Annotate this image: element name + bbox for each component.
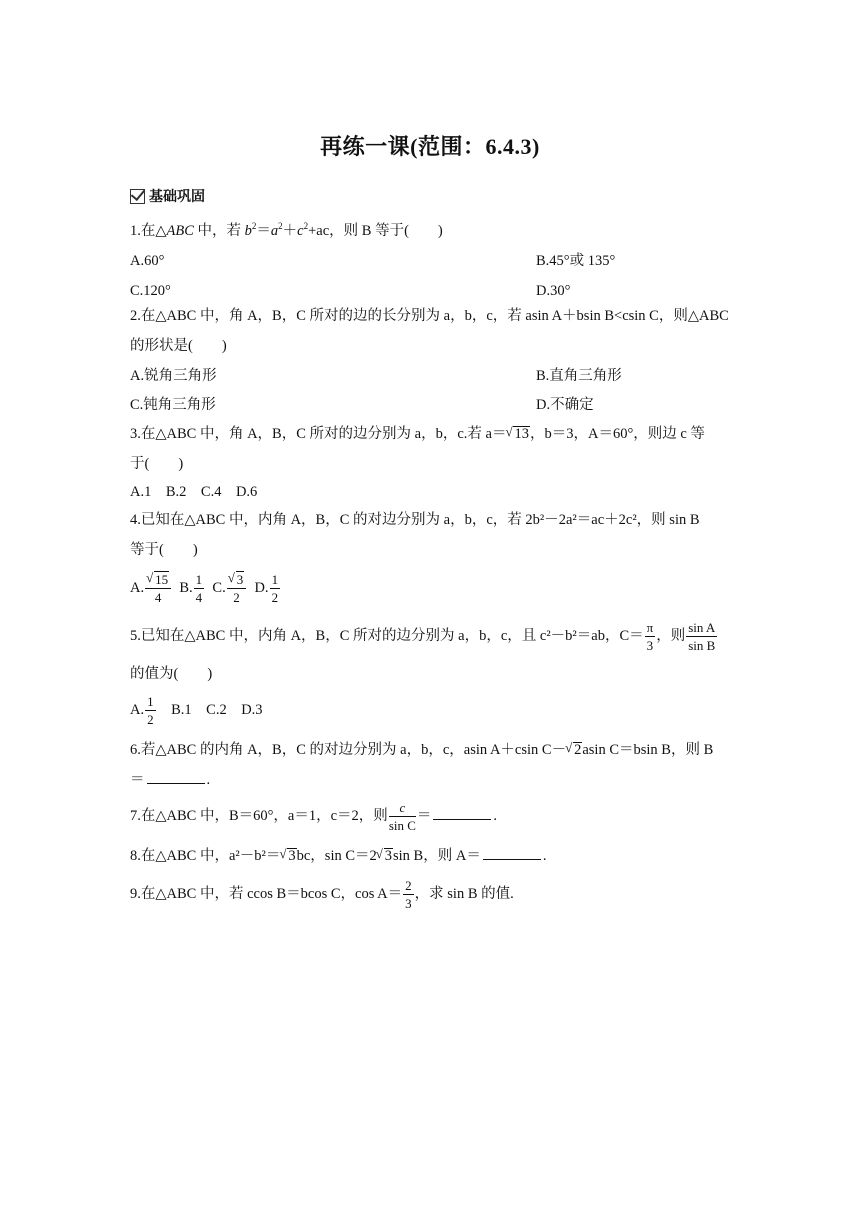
- option-d[interactable]: D.不确定: [536, 397, 594, 413]
- question-4: 4.已知在△ABC 中，内角 A，B，C 的对边分别为 a，b，c，若 2b²－2a²＝ac＋2c²，则 sin B: [130, 512, 700, 528]
- question-6-cont: ＝ .: [130, 772, 211, 788]
- question-3-cont: 于( ): [130, 456, 184, 472]
- question-5: 5.已知在△ABC 中，内角 A，B，C 所对的边分别为 a，b，c，且 c²－b²＝ab，C＝ $\frac{\pi}{3}$ ，则 $\frac{\text{sin A}}{\text{sin B}}$: [130, 620, 716, 654]
- question-3-options: A.1 B.2 C.4 D.6: [130, 484, 258, 500]
- fraction: √ $\frac{15}{4}$: [145, 571, 171, 606]
- fraction: $\frac{1}{2}$: [271, 572, 279, 606]
- fraction: $\frac{\text{sin A}}{\text{sin B}}$: [688, 620, 716, 654]
- checkbox-icon: [130, 189, 145, 204]
- question-4-options: A. √ $\frac{15}{4}$ B. $\frac{1}{4}$ C. √ $\frac{3}{2}$ D. $\frac{1}{2}$: [130, 568, 740, 608]
- option-c[interactable]: C.120°: [130, 283, 171, 299]
- question-5-cont: 的值为( ): [130, 666, 213, 682]
- fraction: $\frac{\pi}{3}$: [646, 620, 654, 654]
- fraction: $\frac{1}{4}$: [195, 572, 203, 606]
- answer-blank[interactable]: [433, 807, 491, 820]
- option-a[interactable]: A.60°: [130, 253, 165, 269]
- fraction: $\frac{1}{2}$: [147, 694, 154, 728]
- answer-blank[interactable]: [483, 847, 541, 860]
- option-b[interactable]: B.45°或 135°: [536, 253, 616, 269]
- sqrt-symbol: √ 13: [506, 424, 530, 444]
- page-title: 再练一课(范围：6.4.3): [320, 134, 540, 159]
- question-7: 7.在△ABC 中，B＝60°，a＝1，c＝2，则 $\frac{c}{\text{sin C}}$ ＝ .: [130, 800, 498, 834]
- option-a[interactable]: A.锐角三角形: [130, 368, 217, 384]
- section-heading: [130, 185, 205, 207]
- question-9: 9.在△ABC 中，若 ccos B＝bcos C，cos A＝ $\frac{2}{3}$ ，求 sin B 的值.: [130, 878, 514, 912]
- sqrt-symbol: √ 3: [377, 846, 393, 866]
- sqrt-symbol: √ 2: [566, 740, 582, 760]
- question-2-options-row-2: [130, 395, 740, 415]
- option-d[interactable]: D.30°: [536, 283, 571, 299]
- question-1: 1.在△ABC 中，若 $b^2=a^2+c^2+ac$，则 B 等于( ): [130, 221, 443, 239]
- question-5-options: A. $\frac{1}{2}$ B.1 C.2 D.3: [130, 694, 263, 728]
- question-2: 2.在△ABC 中，角 A，B，C 所对的边的长分别为 a，b，c，若 asin A＋bsin B<csin C，则△ABC: [130, 308, 729, 324]
- answer-blank[interactable]: [147, 771, 205, 784]
- option-b[interactable]: B.直角三角形: [536, 368, 622, 384]
- option-c[interactable]: C.钝角三角形: [130, 397, 216, 413]
- question-1-options-row-1: [130, 251, 740, 271]
- fraction: $\frac{2}{3}$: [405, 878, 412, 912]
- question-8: 8.在△ABC 中，a²－b²＝√ 3bc，sin C＝2√ 3sin B，则 A＝ .: [130, 846, 740, 866]
- fraction: $\frac{c}{\text{sin C}}$: [388, 800, 416, 834]
- fraction: √ $\frac{3}{2}$: [227, 571, 247, 606]
- question-1-options-row-2: [130, 281, 740, 301]
- question-4-cont: 等于( ): [130, 542, 198, 558]
- question-6: 6.若△ABC 的内角 A，B，C 的对边分别为 a，b，c，asin A＋csin C－√ 2asin C＝bsin B，则 B: [130, 740, 740, 760]
- question-2-cont: 的形状是( ): [130, 338, 227, 354]
- question-3: 3.在△ABC 中，角 A，B，C 所对的边分别为 a，b，c.若 a＝√ 13，b＝3，A＝60°，则边 c 等: [130, 424, 740, 444]
- section-label: 基础巩固: [149, 189, 205, 205]
- sqrt-symbol: √ 3: [280, 846, 296, 866]
- question-2-options-row-1: [130, 366, 740, 386]
